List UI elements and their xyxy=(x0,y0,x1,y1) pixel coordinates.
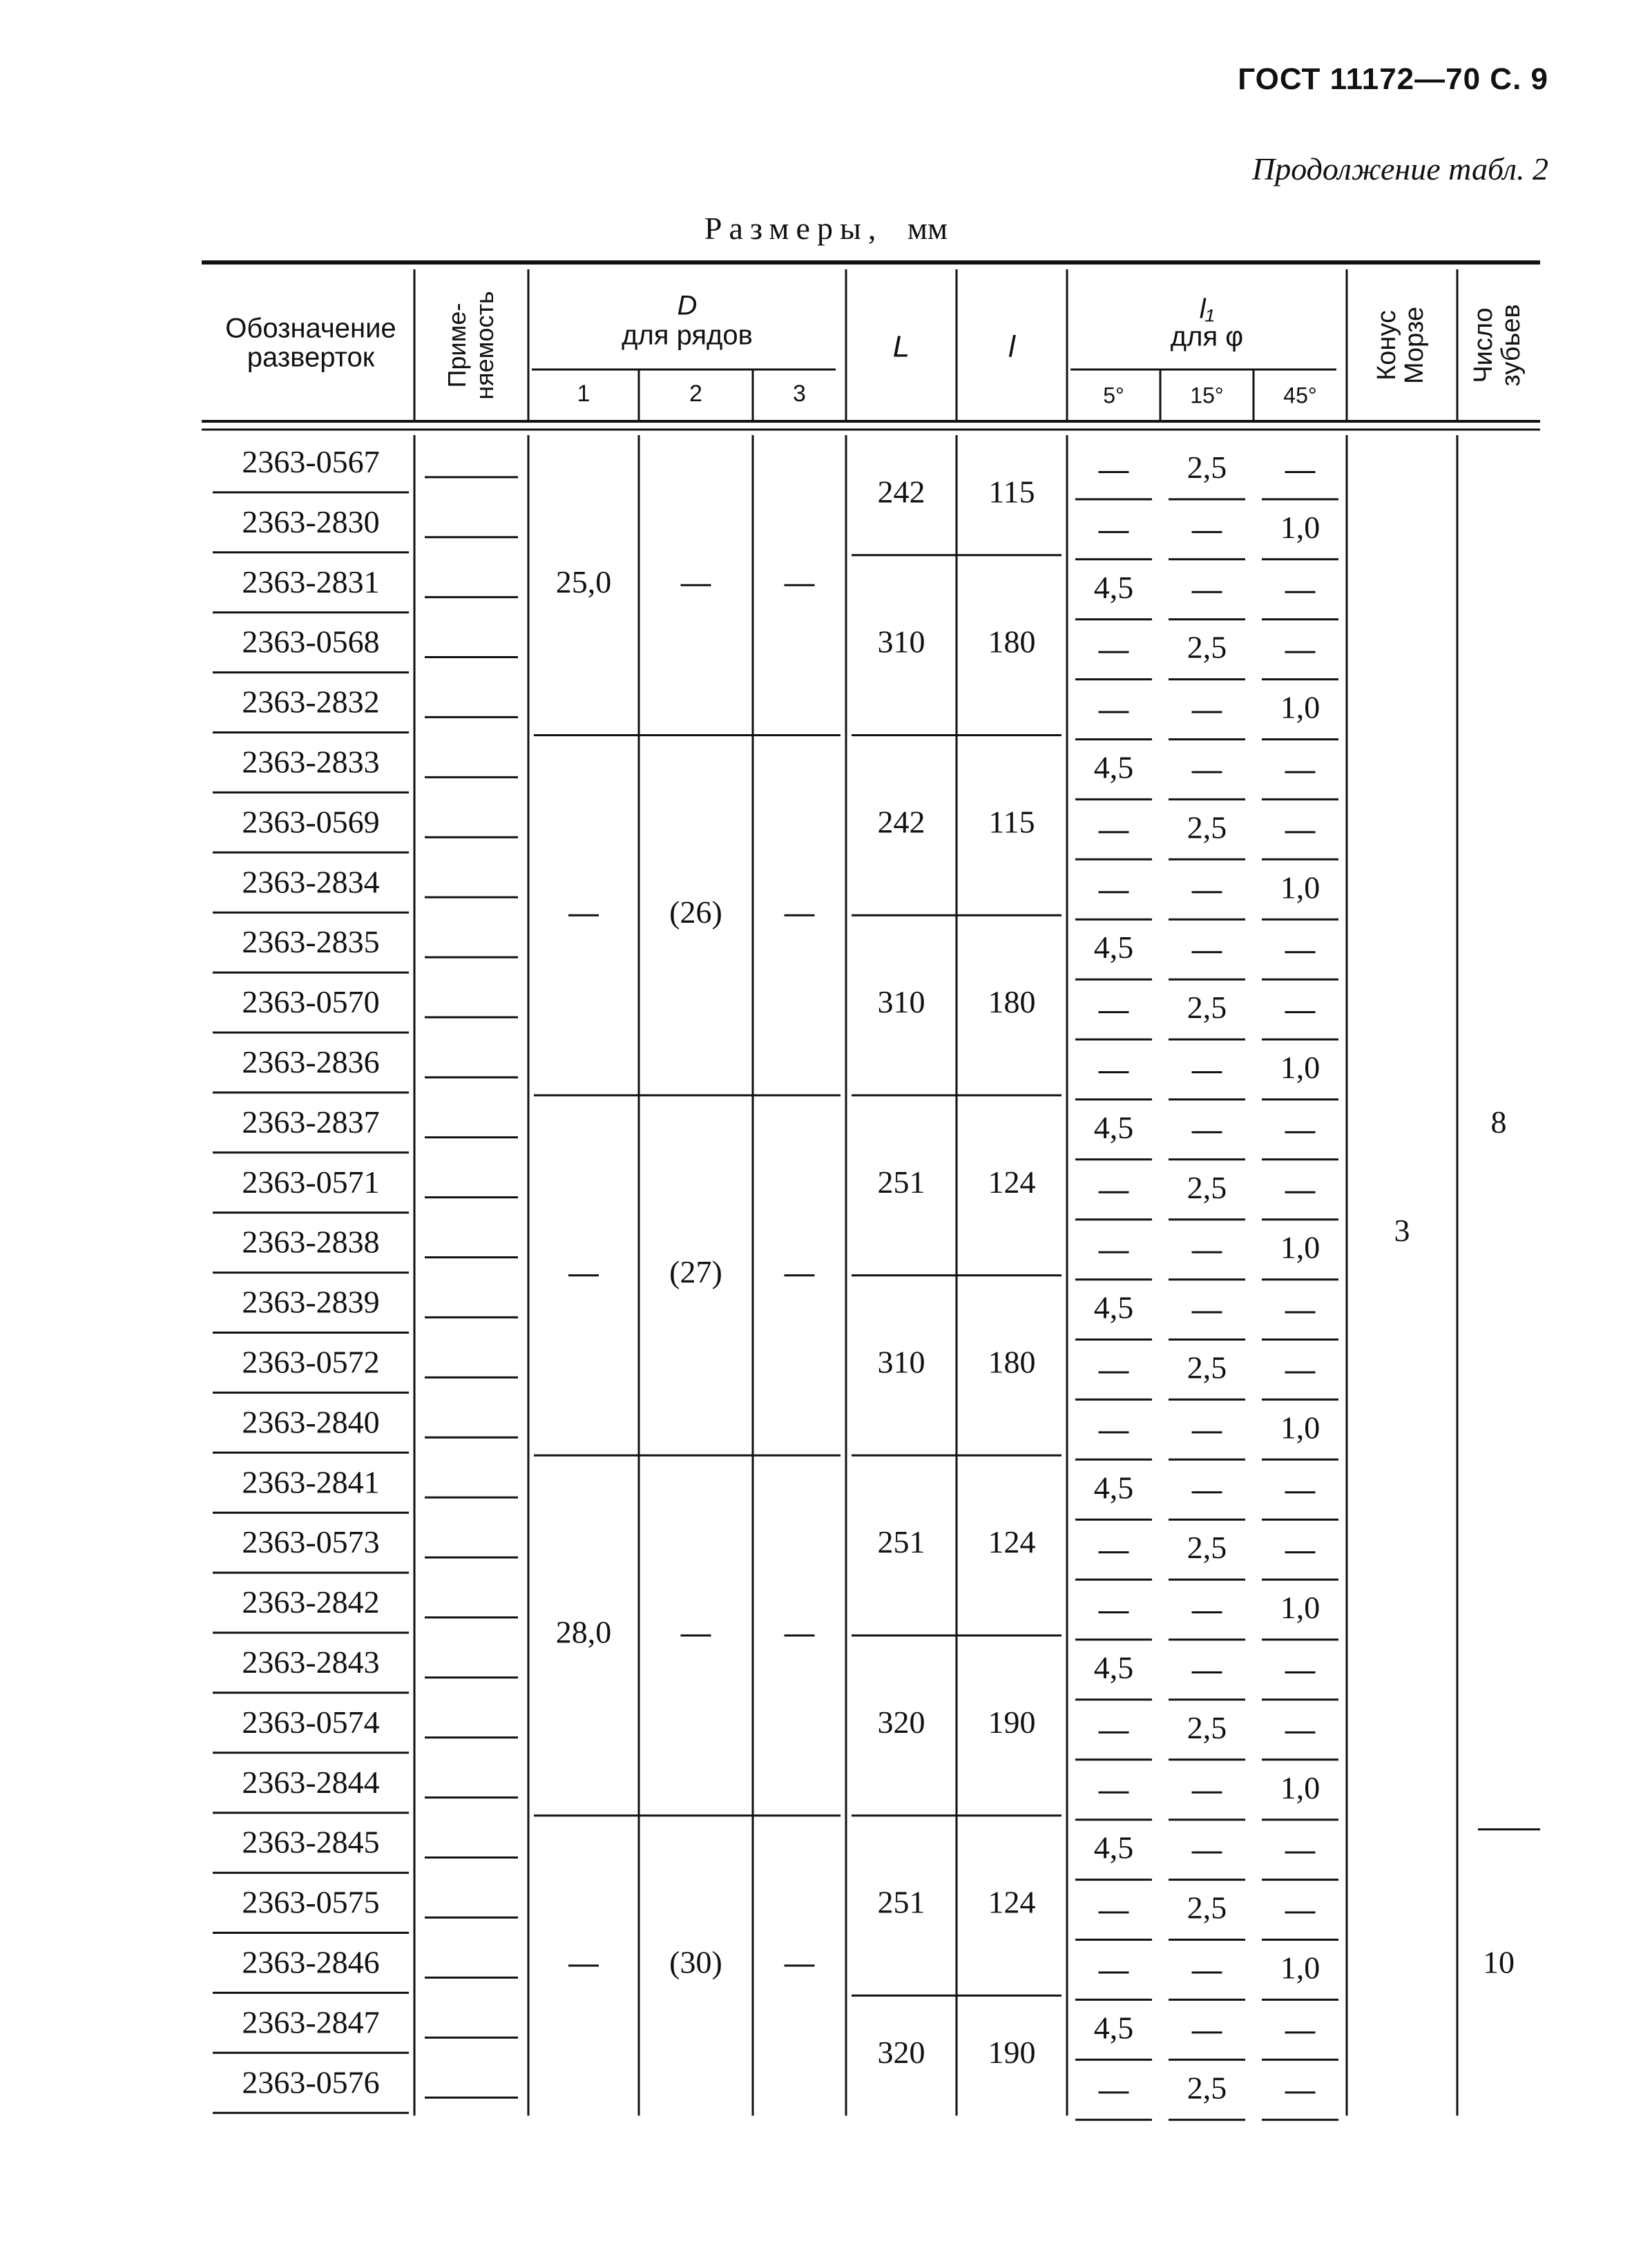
l1-value-cell: 4,5 xyxy=(1093,1470,1134,1506)
l-value-cell: 115 xyxy=(988,474,1035,510)
designation-cell: 2363-2840 xyxy=(242,1404,380,1440)
l1-value-cell: 4,5 xyxy=(1093,749,1134,785)
l-value-cell: 115 xyxy=(988,804,1035,840)
l-value-cell: 124 xyxy=(988,1884,1036,1920)
l1-value-cell: 1,0 xyxy=(1280,870,1320,905)
col-header-morse: Конус xyxy=(1372,310,1402,381)
l1-value-cell: 2,5 xyxy=(1187,2070,1227,2106)
l1-value-cell: 2,5 xyxy=(1187,1350,1227,1385)
d-value-cell: (27) xyxy=(669,1254,722,1290)
designation-cell: 2363-2841 xyxy=(242,1464,380,1500)
l-value-cell: 180 xyxy=(988,984,1036,1020)
designation-cell: 2363-0572 xyxy=(242,1344,380,1380)
designation-cell: 2363-2836 xyxy=(242,1044,380,1080)
col-header-l1-phi: для φ xyxy=(1170,321,1244,352)
designation-cell: 2363-2845 xyxy=(242,1824,380,1860)
designation-cell: 2363-2847 xyxy=(242,2004,380,2040)
designation-cell: 2363-2833 xyxy=(242,744,380,780)
col-header-teeth: Число xyxy=(1469,307,1499,383)
l-value-cell: 180 xyxy=(988,624,1036,660)
designation-cell: 2363-0571 xyxy=(242,1164,380,1200)
col-header-designation: разверток xyxy=(247,342,375,373)
L-value-cell: 242 xyxy=(877,804,925,840)
l1-value-cell: 2,5 xyxy=(1187,809,1227,845)
l1-value-cell: 4,5 xyxy=(1093,1830,1134,1865)
designation-cell: 2363-0573 xyxy=(242,1524,380,1560)
l1-value-cell: 2,5 xyxy=(1187,1709,1227,1745)
col-header-angle-45: 45° xyxy=(1283,383,1317,408)
l1-value-cell: 1,0 xyxy=(1280,1050,1320,1086)
l1-value-cell: 4,5 xyxy=(1093,930,1134,966)
l1-value-cell: 2,5 xyxy=(1187,1890,1227,1926)
col-header-d: D xyxy=(677,290,698,321)
l1-value-cell: 2,5 xyxy=(1187,450,1227,486)
L-value-cell: 310 xyxy=(877,624,925,660)
l1-value-cell: 2,5 xyxy=(1187,990,1227,1026)
l1-value-cell: 2,5 xyxy=(1187,1530,1227,1566)
d-value-cell: (26) xyxy=(669,894,722,930)
l1-value-cell: 1,0 xyxy=(1280,509,1320,545)
L-value-cell: 251 xyxy=(877,1164,925,1200)
designation-cell: 2363-2837 xyxy=(242,1104,380,1140)
col-header-morse: Морзе xyxy=(1400,306,1430,385)
d-value-cell: 28,0 xyxy=(555,1614,612,1650)
morse-value-cell: 3 xyxy=(1394,1213,1410,1249)
designation-cell: 2363-0568 xyxy=(242,624,380,660)
col-header-applicability: няемость xyxy=(470,291,499,400)
designation-cell: 2363-2846 xyxy=(242,1944,380,1980)
l1-value-cell: 4,5 xyxy=(1093,1289,1134,1325)
designation-cell: 2363-2839 xyxy=(242,1284,380,1320)
l1-value-cell: 1,0 xyxy=(1280,689,1320,725)
designation-cell: 2363-2843 xyxy=(242,1644,380,1680)
d-value-cell: 25,0 xyxy=(555,564,612,599)
L-value-cell: 242 xyxy=(877,474,925,510)
L-value-cell: 251 xyxy=(877,1884,925,1920)
col-header-l1: l₁ xyxy=(1199,294,1215,325)
l1-value-cell: 1,0 xyxy=(1280,1590,1320,1626)
l1-value-cell: 4,5 xyxy=(1093,1109,1134,1145)
l1-value-cell: 1,0 xyxy=(1280,1769,1320,1805)
designation-cell: 2363-0570 xyxy=(242,984,380,1020)
l-value-cell: 190 xyxy=(988,2034,1036,2070)
teeth-value-cell: 8 xyxy=(1490,1104,1507,1140)
l1-value-cell: 2,5 xyxy=(1187,629,1227,665)
designation-cell: 2363-2830 xyxy=(242,503,380,539)
L-value-cell: 320 xyxy=(877,2034,925,2070)
designation-cell: 2363-2835 xyxy=(242,924,380,960)
teeth-value-cell: 10 xyxy=(1483,1944,1515,1980)
designation-cell: 2363-0569 xyxy=(242,804,380,840)
table-continuation-label: Продолжение табл. 2 xyxy=(1252,151,1548,186)
designation-cell: 2363-0574 xyxy=(242,1704,380,1740)
L-value-cell: 310 xyxy=(877,984,925,1020)
l-value-cell: 190 xyxy=(988,1704,1036,1740)
l1-value-cell: 4,5 xyxy=(1093,2010,1134,2046)
l1-value-cell: 1,0 xyxy=(1280,1950,1320,1986)
col-header-angle-15: 15° xyxy=(1190,383,1224,408)
L-value-cell: 320 xyxy=(877,1704,925,1740)
col-header-applicability: Приме- xyxy=(443,303,472,388)
designation-cell: 2363-0575 xyxy=(242,1884,380,1920)
page-header: ГОСТ 11172—70 С. 9 xyxy=(1238,62,1548,96)
col-header-l: l xyxy=(1008,329,1015,364)
l-value-cell: 180 xyxy=(988,1344,1036,1380)
col-header-L: L xyxy=(892,329,910,364)
col-header-d-row-3: 3 xyxy=(793,380,806,407)
col-header-designation: Обозначение xyxy=(225,313,396,344)
l-value-cell: 124 xyxy=(988,1524,1036,1560)
designation-cell: 2363-0567 xyxy=(242,444,380,480)
caption-unit: мм xyxy=(907,211,948,246)
col-header-d-row-1: 1 xyxy=(577,380,590,407)
designation-cell: 2363-2844 xyxy=(242,1764,380,1800)
l-value-cell: 124 xyxy=(988,1164,1036,1200)
col-header-d-row-2: 2 xyxy=(689,380,702,407)
designation-cell: 2363-2842 xyxy=(242,1584,380,1620)
L-value-cell: 310 xyxy=(877,1344,925,1380)
l1-value-cell: 1,0 xyxy=(1280,1229,1320,1265)
designation-cell: 2363-2838 xyxy=(242,1224,380,1260)
col-header-d-rows: для рядов xyxy=(622,320,753,351)
designation-cell: 2363-2832 xyxy=(242,684,380,720)
col-header-angle-5: 5° xyxy=(1103,383,1124,408)
d-value-cell: (30) xyxy=(669,1944,722,1980)
designation-cell: 2363-0576 xyxy=(242,2064,380,2100)
designation-cell: 2363-2834 xyxy=(242,864,380,900)
l1-value-cell: 1,0 xyxy=(1280,1410,1320,1446)
col-header-teeth: зубьев xyxy=(1497,304,1526,387)
L-value-cell: 251 xyxy=(877,1524,925,1560)
caption-word: Размеры, xyxy=(704,211,883,246)
l1-value-cell: 4,5 xyxy=(1093,569,1134,605)
designation-cell: 2363-2831 xyxy=(242,564,380,599)
l1-value-cell: 4,5 xyxy=(1093,1650,1134,1686)
l1-value-cell: 2,5 xyxy=(1187,1169,1227,1205)
